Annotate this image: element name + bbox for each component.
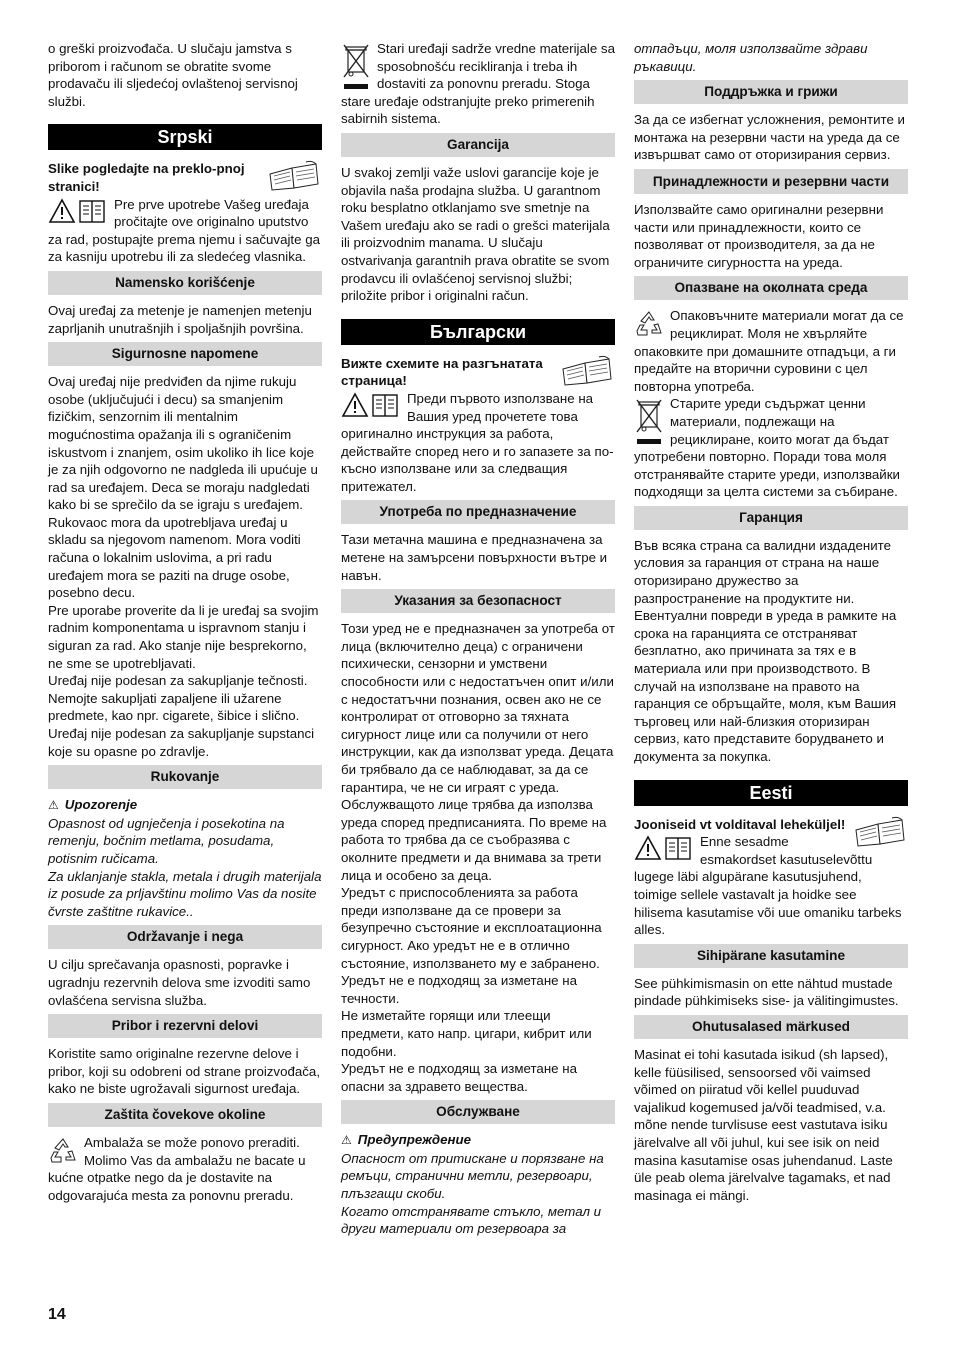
paragraph: Ambalaža se može ponovo preraditi. Molimo Vas da ambalažu ne bacate u kućne otpatke nego da je dostavite na odgovarajuća mesta za ponovnu preradu.	[48, 1134, 306, 1203]
before-use-block	[48, 196, 322, 266]
warning-label	[48, 796, 322, 815]
section-title-eesti: Eesti	[634, 780, 908, 806]
see-pages-text: Вижте схемите на разгънатата страница!	[341, 355, 543, 389]
paragraph: Pre prve upotrebe Vašeg uređaja pročitajte ove originalno uputstvo za rad, postupajte prema njemu i sačuvajte ga za kasniju upotrebu ili za sledećeg vlasnika.	[48, 196, 321, 265]
paragraph: Опасност от притискане и порязване на ремъци, странични метли, резервоари, плъзгащи скоби.	[341, 1150, 604, 1202]
warning-triangle-icon: ⚠	[48, 798, 59, 813]
paragraph: Не изметайте горящи или тлеещи предмети, като напр. цигари, кибрит или подобни.	[341, 1008, 592, 1059]
section-title-bulgarian: Български	[341, 319, 615, 345]
recycle-icon	[634, 309, 664, 339]
section-header: Sihipärane kasutamine	[634, 944, 908, 968]
recycle-block	[634, 307, 908, 395]
warning-label-text: Upozorenje	[64, 797, 138, 813]
see-pages-block	[48, 160, 322, 195]
paragraph: Използвайте само оригинални резервни части или принадлежности, които се позволяват от производителя, за да не ограничите сигурността на уреда.	[634, 201, 884, 270]
section-title-srpski: Srpski	[48, 124, 322, 150]
paragraph: Uređaj nije podesan za sakupljanje supstanci koje su opasne po zdravlje.	[48, 726, 315, 759]
paragraph: Opasnost od ugnječenja i posekotina na remenju, bočnim metlama, posudama, potisnim ručicama.	[48, 815, 285, 866]
section-header: Održavanje i nega	[48, 925, 322, 949]
paragraph: Za uklanjanje stakla, metala i drugih materijala iz posude za prljavštinu molimo Vas da nosite čvrste zaštitne rukavice..	[48, 868, 322, 919]
paragraph: Stari uređaji sadrže vredne materijale sa sposobnošću recikliranja i treba ih dostaviti za ponovnu preradu. Stoga stare uređaje odstranjujte preko primerenih sabirnih sistema.	[341, 41, 615, 127]
paragraph: Когато отстранявате стъкло, метал и други материали от резервоара за	[341, 1203, 602, 1237]
page-number: 14	[48, 1306, 66, 1323]
warning-manual-icon	[634, 835, 694, 861]
warning-manual-icon	[341, 392, 401, 418]
paragraph: отпадъци, моля използвайте здрави ръкавици.	[634, 41, 868, 74]
warning-manual-icon	[48, 198, 108, 224]
paragraph: U cilju sprečavanja opasnosti, popravke i ugradnju rezervnih delova sme izvoditi samo ovlašćena servisna služba.	[48, 957, 311, 1008]
section-header: Sigurnosne napomene	[48, 342, 322, 366]
paragraph: Обслужващото лице трябва да използва уреда според предписанията. По време на работа то трябва да се съобразява с околните предмети и да внимава за трети лица и особено за деца.	[341, 797, 607, 883]
paragraph: Rukovaoc mora da upotrebljava uređaj u skladu sa njegovom namenom. Mora voditi računa o lokalnim uslovima, a pri radu uređajem mora se paziti na druge osobe, posebno decu.	[48, 514, 301, 601]
paragraph: See pühkimismasin on ette nähtud mustade pindade pühkimiseks sise- ja välitingimustes.	[634, 975, 899, 1009]
paragraph: Уредът не е подходящ за изметане на опасни за здравето вещества.	[341, 1061, 577, 1094]
warning-label-text: Предупреждение	[357, 1132, 472, 1148]
crossed-bin-icon	[634, 397, 664, 445]
section-header: Ohutusalased märkused	[634, 1015, 908, 1039]
paragraph: Pre uporabe proverite da li je uređaj sa svojim radnim komponentama u ispravnom stanju i siguran za rad. Ako stanje nije besprekorno, ne sme se upotrebljavati.	[48, 602, 319, 671]
paragraph: Enne sesadme esmakordset kasutuselevõttu lugege läbi algupärane kasutusjuhend, toimige sellele vastavalt ja hoidke see hilisema kasutamise või uue omaniku tarbeks alles.	[634, 834, 902, 938]
book-icon	[559, 355, 615, 387]
paragraph: Във всяка страна са валидни издадените условия за гаранция от страна на наше оторизирано дружество за разпространение на продуктите ни. Евентуални повреди в уреда в рамките на срока на гаранцията се отстраняват безплатно, ако причината за тях е в материала или при производството. В случай на използване на правото на гаранция се обръщайте, моля, към Вашия търговец или най-близкия оторизиран сервиз, като представите борудването и документа за покупка.	[634, 537, 897, 764]
paragraph: Преди първото използване на Вашия уред прочетете това оригинално инструкция за работа, действайте според него и го запазете за по-късно използване или за следващия притежател.	[341, 390, 614, 494]
column-1	[48, 40, 322, 1204]
bin-block	[634, 395, 908, 501]
paragraph: Опаковъчните материали могат да се рециклират. Моля не хвърляйте опаковките при домашните отпадъци, а ги предайте на вторични суровини с цел повторна употреба.	[634, 308, 904, 394]
crossed-bin-icon	[341, 42, 371, 90]
before-use-block	[634, 833, 908, 939]
section-header: Указания за безопасност	[341, 589, 615, 613]
see-pages-block	[634, 816, 908, 834]
section-header: Zaštita čovekove okoline	[48, 1103, 322, 1127]
paragraph: Ovaj uređaj nije predviđen da njime rukuju osobe (uključujući i decu) sa smanjenim fizičkim, senzornim ili mentalnim mogućnostima opažanja ili s ograničenim iskustvom i znanjem, osim ukoliko ih lice koje je za njih odgovorno ne nadgleda ili upućuje u rad sa uređajem. Deca se moraju nadgledati kako bi se sprečilo da se igraju s uređajem.	[48, 374, 318, 513]
section-header: Опазване на околната среда	[634, 276, 908, 300]
section-header: Garancija	[341, 133, 615, 157]
paragraph: Nemojte sakupljati zapaljene ili užarene predmete, kao npr. cigarete, šibice i slično.	[48, 690, 300, 724]
section-header: Поддръжка и грижи	[634, 80, 908, 104]
before-use-block	[341, 390, 615, 496]
paragraph: Този уред не е предназначен за употреба от лица (включително деца) с ограничени психически, сензорни и умствени способности или с недостатъчен опит и/или с недостатъчни познания, освен ако не се контролират от отговорно за тяхната сигурност лице или са получили от него инструкции, как да използват уреда. Децата би трябвало да се наблюдават, за да се гарантира, че не си играят с уреда.	[341, 621, 615, 795]
section-header: Pribor i rezervni delovi	[48, 1014, 322, 1038]
section-header: Принадлежности и резервни части	[634, 169, 908, 194]
paragraph: Uređaj nije podesan za sakupljanje tečnosti.	[48, 673, 308, 689]
see-pages-text: Jooniseid vt volditaval leheküljel!	[634, 816, 846, 832]
section-header: Namensko korišćenje	[48, 271, 322, 295]
paragraph: Уредът с приспособленията за работа преди използване да се провери за безупречно състояние и експлоатационна сигурност. Ако уредът не е в отлично състояние, използването му е забранено.	[341, 885, 602, 971]
paragraph: Ovaj uređaj za metenje je namenjen metenju zaprljanih unutrašnjih i spoljašnjih površina.	[48, 302, 312, 336]
see-pages-block	[341, 355, 615, 390]
warning-label	[341, 1131, 615, 1150]
section-header: Гаранция	[634, 506, 908, 530]
paragraph: Koristite samo originalne rezervne delove i pribor, koji su odobreni od strane proizvođača, kako ne biste ugrožavali sigurnost uređaja.	[48, 1046, 321, 1097]
book-icon	[852, 816, 908, 848]
section-header: Употреба по предназначение	[341, 500, 615, 524]
warning-triangle-icon: ⚠	[341, 1133, 352, 1148]
paragraph: За да се избегнат усложнения, ремонтите и монтажа на резервни части на уреда да се извършват само от оторизирания сервиз.	[634, 112, 905, 163]
book-icon	[266, 160, 322, 192]
paragraph: U svakoj zemlji važe uslovi garancije koje je objavila naša prodajna služba. U garantnom roku besplatno otklanjamo sve smetnje na Vašem uređaju ako se radi o grešci materijala ili proizvodnim manama. U slučaju ostvarivanja garantnih prava obratite se svom prodavcu ili ovlašćenoj servisnoj službi; priložite pribor i originalni račun.	[341, 164, 610, 304]
see-pages-text: Slike pogledajte na preklo-pnoj stranici!	[48, 161, 245, 194]
paragraph: Masinat ei tohi kasutada isikud (sh lapsed), kelle füüsilised, sensoorsed või vaimsed võimed on piiratud või kellel puuduvad vajalikud kogemused ja/või teadmised, v.a. mõne nende turvlisuse eest vastutava isiku järelvalve all või juhul, kui see isik on neid masina kasutamise osas juhendanud. Laste üle peab olema järelvalve tagamaks, et nad masinaga ei mängi.	[634, 1046, 893, 1203]
paragraph: o greški proizvođača. U slučaju jamstva s priborom i računom se obratite svome prodavaču ili sljedećoj ovlaštenoj servisnoj službi.	[48, 41, 298, 109]
section-header: Обслужване	[341, 1100, 615, 1124]
recycle-icon	[48, 1136, 78, 1166]
paragraph: Тази метачна машина е предназначена за метене на замърсени повърхности вътре и навън.	[341, 532, 608, 583]
recycle-block	[48, 1134, 322, 1204]
column-3	[634, 40, 908, 1204]
paragraph: Уредът не е подходящ за изметане на течности.	[341, 973, 577, 1006]
paragraph: Старите уреди съдържат ценни материали, подлежащи на рециклиране, които могат да бъдат употребени повторно. Поради това моля отстранявайте старите уреди, използвайки подходящи за целта системи за събиране.	[634, 396, 900, 500]
column-2	[341, 40, 615, 1238]
section-header: Rukovanje	[48, 765, 322, 789]
bin-block	[341, 40, 615, 128]
